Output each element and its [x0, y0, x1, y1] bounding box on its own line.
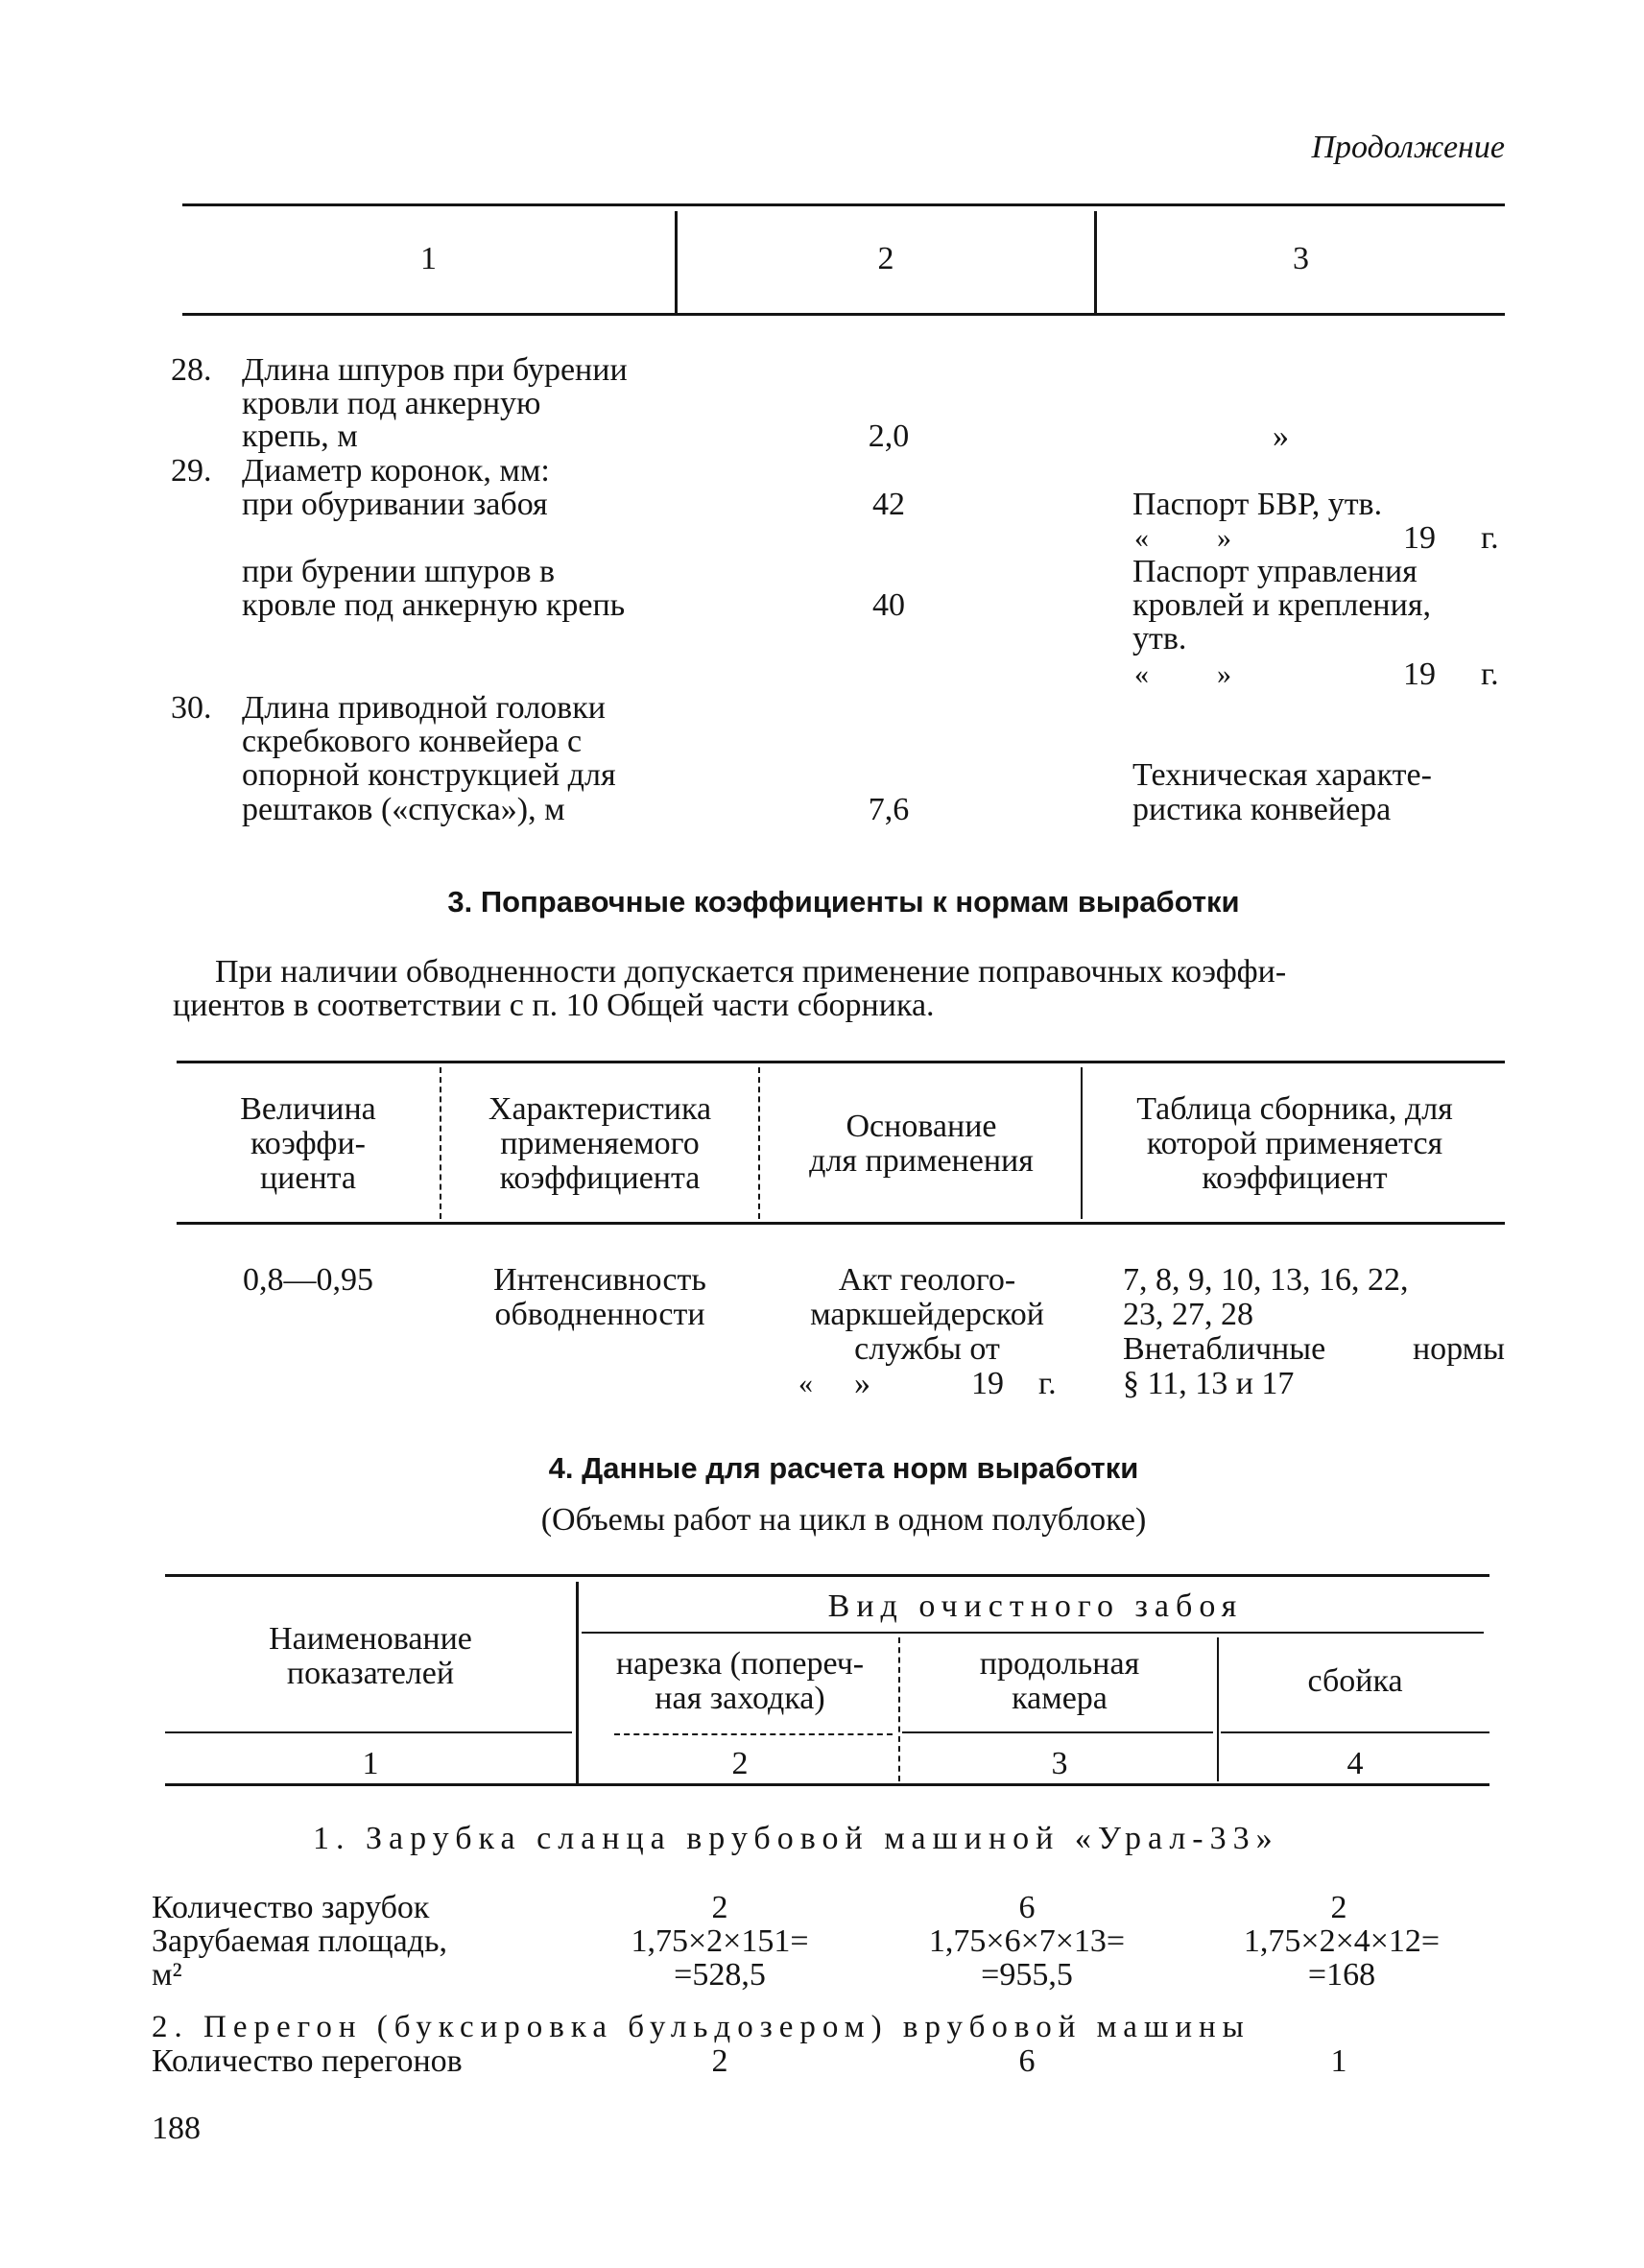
table3-sub-rule: [614, 1733, 893, 1735]
table3-col-number: 4: [1346, 1746, 1364, 1781]
row-title: Диаметр коронок, мм:: [242, 453, 550, 489]
table3-header-name: Наименование показателей: [269, 1621, 472, 1691]
row-text-line: Длина шпуров при бурении: [242, 352, 628, 388]
table3-sub-rule: [1221, 1731, 1489, 1733]
table3-header-c4: сбойка: [1307, 1663, 1403, 1699]
table2-characteristic: Интенсивность обводненности: [493, 1262, 706, 1332]
row-value: 2: [711, 1890, 728, 1925]
operation-1-title: 1. Зарубка сланца врубовой машиной «Урал-33»: [313, 1821, 1279, 1856]
row-value: 2,0: [868, 418, 910, 454]
row-text-line: кровли под анкерную: [242, 386, 541, 421]
row-label: Количество зарубок: [152, 1890, 430, 1925]
section3-paragraph-line: циентов в соответствии с п. 10 Общей части сборника.: [173, 988, 935, 1023]
section3-title: 3. Поправочные коэффициенты к нормам выработки: [447, 885, 1240, 919]
table2-header-characteristic: Характеристика применяемого коэффициента: [488, 1091, 712, 1196]
row-number: 30.: [171, 690, 212, 726]
row-value: 42: [872, 487, 905, 522]
row-value: =168: [1307, 1957, 1376, 1993]
table2-table-list: 7, 8, 9, 10, 13, 16, 22,: [1123, 1262, 1409, 1298]
row-basis: Техническая характе-: [1132, 757, 1432, 793]
table3-top-rule: [165, 1574, 1489, 1577]
row-basis-ditto: »: [1273, 418, 1289, 454]
table1-col-2: 2: [877, 241, 894, 276]
section4-title: 4. Данные для расчета норм выработки: [548, 1451, 1139, 1485]
row-value: 6: [1018, 2043, 1036, 2079]
row-value: =528,5: [674, 1957, 766, 1993]
table3-col-number: 1: [362, 1746, 379, 1781]
section4-subtitle: (Объемы работ на цикл в одном полублоке): [540, 1502, 1147, 1538]
table2-extra-sections: § 11, 13 и 17: [1123, 1366, 1295, 1401]
operation-2-title: 2. Перегон (буксировка бульдозером) врубовой машины: [152, 2010, 1251, 2044]
table2-header-rule: [177, 1222, 1505, 1225]
table3-group-rule: [582, 1632, 1484, 1634]
table1-top-rule: [182, 203, 1505, 206]
row-value: 1: [1330, 2043, 1347, 2079]
table3-col-divider: [898, 1637, 900, 1781]
table1-col-3: 3: [1293, 241, 1309, 276]
row-basis: Паспорт управления: [1132, 554, 1418, 589]
table2-col-divider: [1081, 1067, 1083, 1219]
row-basis: кровлей и крепления,: [1132, 587, 1431, 623]
table2-header-tables: Таблица сборника, для которой применяется коэффициент: [1136, 1091, 1453, 1196]
row-sub-text: при бурении шпуров в: [242, 554, 556, 589]
row-value: 2: [711, 2043, 728, 2079]
row-number: 28.: [171, 352, 212, 388]
row-text-line: опорной конструкцией для: [242, 757, 616, 793]
table2-col-divider: [758, 1067, 760, 1219]
table2-header-value: Величина коэффи- циента: [240, 1091, 376, 1196]
section3-paragraph-line: При наличии обводненности допускается применение поправочных коэффи-: [215, 954, 1287, 990]
page-number: 188: [152, 2111, 201, 2146]
row-value: 7,6: [868, 792, 910, 827]
row-text-line: крепь, м: [242, 418, 358, 454]
table2-basis: Акт геолого- маркшейдерской службы от: [810, 1262, 1044, 1367]
table3-col-divider: [576, 1582, 579, 1783]
row-value: 1,75×2×4×12=: [1243, 1923, 1441, 1959]
table3-sub-rule: [902, 1731, 1213, 1733]
row-value: 6: [1018, 1890, 1036, 1925]
table1-col-1: 1: [420, 241, 437, 276]
row-value: 40: [872, 587, 905, 623]
table3-col-number: 3: [1051, 1746, 1068, 1781]
row-text-line: рештаков («спуска»), м: [242, 792, 565, 827]
row-text-line: Длина приводной головки: [242, 690, 606, 726]
row-value: 1,75×2×151=: [631, 1923, 809, 1959]
table3-col-number: 2: [731, 1746, 749, 1781]
table2-coef-value: 0,8—0,95: [243, 1262, 373, 1298]
table2-extra-norms: Внетабличные нормы: [1123, 1331, 1505, 1367]
row-label: Количество перегонов: [152, 2043, 463, 2079]
row-value: 2: [1330, 1890, 1347, 1925]
table3-col-divider: [1217, 1637, 1219, 1781]
table3-header-c2: нарезка (попереч- ная заходка): [615, 1646, 865, 1716]
table3-group-header: Вид очистного забоя: [827, 1588, 1244, 1624]
table2-table-list: 23, 27, 28: [1123, 1297, 1253, 1332]
row-label: Зарубаемая площадь,: [152, 1923, 447, 1959]
row-sub-text: кровле под анкерную крепь: [242, 587, 626, 623]
table2-col-divider: [440, 1067, 441, 1219]
row-value: 1,75×6×7×13=: [928, 1923, 1126, 1959]
table2-header-basis: Основание для применения: [809, 1109, 1034, 1179]
continuation-label: Продолжение: [1311, 130, 1505, 165]
table3-bottom-rule: [165, 1783, 1489, 1786]
table3-sub-rule: [165, 1731, 572, 1733]
row-basis: утв.: [1132, 621, 1187, 657]
table1-header-rule: [182, 313, 1505, 316]
row-basis: ристика конвейера: [1132, 792, 1392, 827]
row-value: =955,5: [981, 1957, 1073, 1993]
row-basis: Паспорт БВР, утв.: [1132, 487, 1383, 522]
row-label: м²: [152, 1957, 182, 1993]
table3-header-c3: продольная камера: [979, 1646, 1140, 1716]
row-text-line: скребкового конвейера с: [242, 724, 583, 759]
row-sub-text: при обуривании забоя: [242, 487, 548, 522]
table2-top-rule: [177, 1061, 1505, 1063]
row-number: 29.: [171, 453, 212, 489]
